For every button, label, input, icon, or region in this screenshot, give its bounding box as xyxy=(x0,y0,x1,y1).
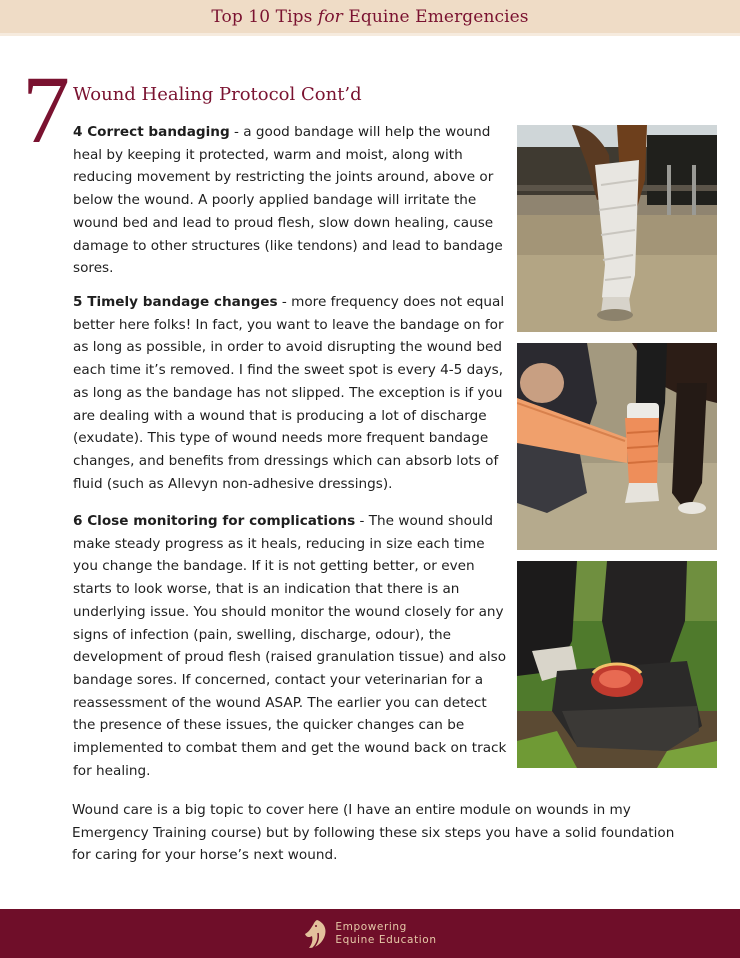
section-number: 7 xyxy=(22,56,70,163)
tip-body: - more frequency does not equal better here folks! In fact, you want to leave the bandage on for as long as possible, in order to avoid disrupting the wound bed each time it’s removed. I find the sweet spot is every 4-5 days, as long as the bandage has not slipped. The exception is if you are dealing with a wound that is producing a lot of discharge (exudate). This type of wound needs more frequent bandage changes, and benefits from dressings which can absorb lots of fluid (such as Allevyn non-adhesive dressings). xyxy=(73,294,505,492)
tip-title: 4 Correct bandaging xyxy=(73,124,230,140)
header-banner xyxy=(0,0,740,36)
tip-paragraph-6 xyxy=(73,510,509,782)
closing-paragraph: Wound care is a big topic to cover here (I have an entire module on wounds in my Emergency Training course) but by following these six steps you have a solid foundation for caring for your horse’s next wound. xyxy=(72,802,675,864)
footer-bar xyxy=(0,909,740,958)
applying-bandage-illustration xyxy=(517,343,717,550)
title-text-end: Equine Emergencies xyxy=(342,6,529,27)
tip-paragraph-5 xyxy=(73,291,509,495)
photo-applying-bandage xyxy=(517,343,717,550)
footer-brand xyxy=(303,918,436,950)
photo-hoof-wound xyxy=(517,561,717,768)
footer-brand-text xyxy=(335,921,436,947)
document-title xyxy=(211,7,528,27)
bandaged-leg-illustration xyxy=(517,125,717,332)
brand-line-2: Equine Education xyxy=(335,933,437,946)
hoof-wound-illustration xyxy=(517,561,717,768)
title-text-emphasis: for xyxy=(317,6,343,27)
title-text-start: Top 10 Tips xyxy=(211,6,318,27)
tip-body: - a good bandage will help the wound heal by keeping it protected, warm and moist, along with reducing movement by restricting the joints around, above or below the wound. A poorly applied bandage will irritate the wound bed and lead to proud flesh, slow down healing, cause damage to other structures (like tendons) and lead to bandage sores. xyxy=(73,124,503,277)
brand-line-1: Empowering xyxy=(335,920,407,933)
tip-title: 5 Timely bandage changes xyxy=(73,294,278,310)
horse-logo-icon xyxy=(303,918,329,950)
tip-body: - The wound should make steady progress as it heals, reducing in size each time you change the bandage. If it is not getting better, or even starts to look worse, that is an indication that there is an underlying issue. You should monitor the wound closely for any signs of infection (pain, swelling, discharge, odour), the development of proud flesh (raised granulation tissue) and also bandage sores. If concerned, contact your veterinarian for a reassessment of the wound ASAP. The earlier you can detect the presence of these issues, the quicker changes can be implemented to combat them and get the wound back on track for healing. xyxy=(73,513,507,779)
tip-title: 6 Close monitoring for complications xyxy=(73,513,356,529)
photo-bandaged-leg xyxy=(517,125,717,332)
tip-paragraph-4 xyxy=(73,121,509,280)
section-heading: Wound Healing Protocol Cont’d xyxy=(73,84,362,105)
